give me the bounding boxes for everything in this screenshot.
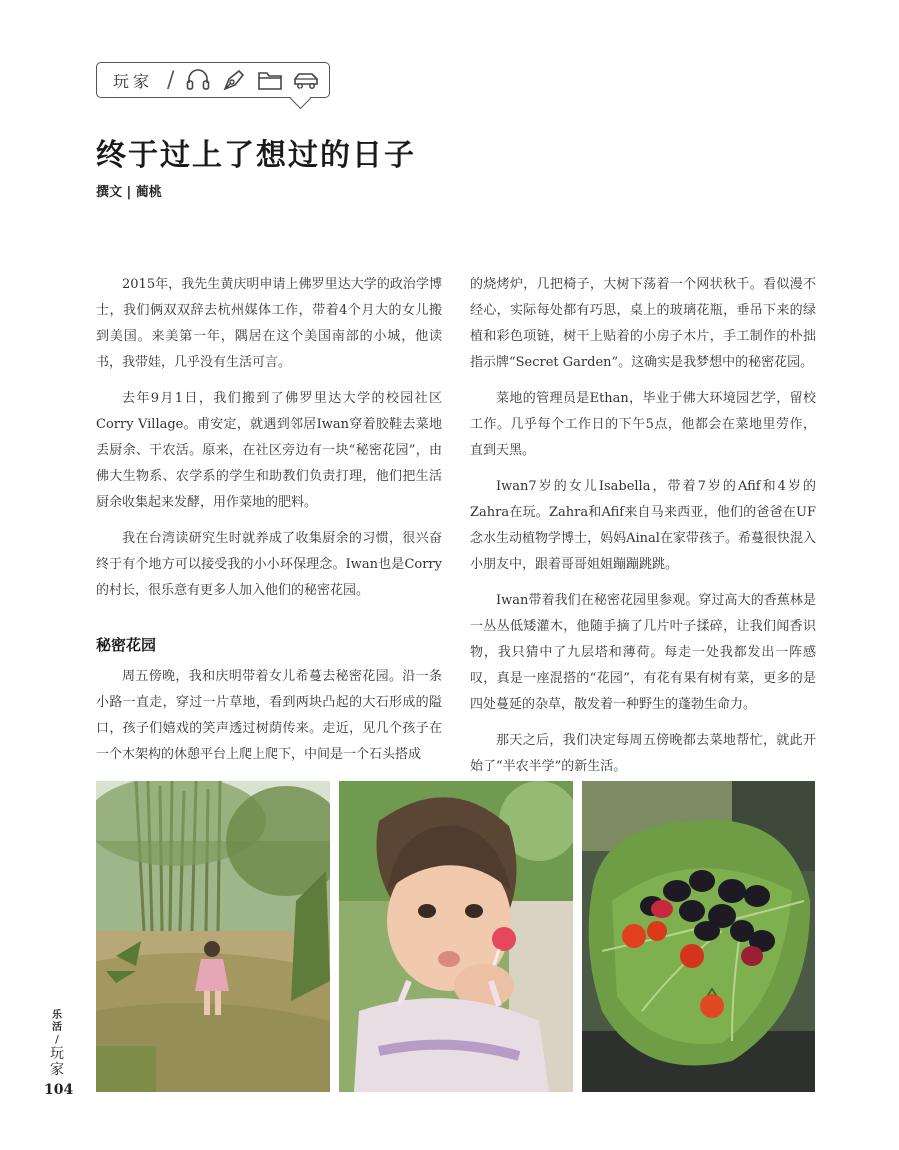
folio-slash: /	[55, 1033, 59, 1046]
paragraph: 那天之后，我们决定每周五傍晚都去菜地帮忙，就此开始了“半农半学”的新生活。	[470, 733, 816, 774]
subheading-secret-garden: 秘密花园	[96, 636, 157, 654]
girl-lollipop-photo	[339, 781, 573, 1092]
section-folio	[50, 1010, 64, 1078]
section-tag-label: 玩家	[113, 71, 154, 91]
paragraph: Iwan带着我们在秘密花园里参观。穿过高大的香蕉林是一丛丛低矮灌木，他随手摘了几片叶子揉碎，让我们闻香识物，我只猜中了九层塔和薄荷。每走一处我都发出一阵感叹，真是一座混搭的“花园”，有花有果有树有菜，更多的是四处蔓延的杂草，散发着一种野生的蓬勃生命力。	[470, 593, 816, 712]
folder-icon	[256, 66, 284, 94]
paragraph: 我在台湾读研究生时就养成了收集厨余的习惯，很兴奋终于有个地方可以接受我的小小环保理念。Iwan也是Corry的村长，很乐意有更多人加入他们的秘密花园。	[96, 531, 442, 598]
folio-subsection-1: 玩	[50, 1046, 64, 1062]
headphones-icon	[184, 66, 212, 94]
text-column-right	[470, 272, 816, 790]
page-number: 104	[44, 1082, 74, 1098]
bamboo-garden-photo	[96, 781, 330, 1092]
paragraph: Iwan7岁的女儿Isabella，带着7岁的Afif和4岁的Zahra在玩。Zahra和Afif来自马来西亚，他们的爸爸在UF念水生动植物学博士，妈妈Ainal在家带孩子。希蔓很快混入小朋友中，跟着哥哥姐姐蹦蹦跳跳。	[470, 479, 816, 572]
article-byline: 撰文 | 蔺桃	[96, 185, 162, 200]
paragraph: 2015年，我先生黄庆明申请上佛罗里达大学的政治学博士，我们俩双双辞去杭州媒体工作，带着4个月大的女儿搬到美国。来美第一年，隅居在这个美国南部的小城，他读书，我带娃，几乎没有生活可言。	[96, 277, 442, 370]
mulberries-leaf-photo	[582, 781, 815, 1092]
pen-nib-icon	[220, 66, 248, 94]
paragraph: 去年9月1日，我们搬到了佛罗里达大学的校园社区Corry Village。甫安定，就遇到邻居Iwan穿着胶鞋去菜地丢厨余、干农活。原来，在社区旁边有一块“秘密花园”，由佛大生物系、农学系的学生和助教们负责打理，他们把生活厨余收集起来发酵，用作菜地的肥料。	[96, 391, 442, 510]
text-column-left	[96, 272, 442, 778]
paragraph-continued: 的烧烤炉，几把椅子，大树下荡着一个网状秋千。看似漫不经心，实际每处都有巧思，桌上的玻璃花瓶，垂吊下来的绿植和彩色项链，树干上贴着的小房子木片，手工制作的朴拙指示牌“Secret Garden”。这确实是我梦想中的秘密花园。	[470, 277, 816, 370]
section-tag-box	[96, 62, 330, 98]
paragraph: 菜地的管理员是Ethan，毕业于佛大环境园艺学，留校工作。几乎每个工作日的下午5点，他都会在菜地里劳作，直到天黑。	[470, 391, 816, 458]
tag-divider: /	[167, 67, 175, 93]
paragraph: 周五傍晚，我和庆明带着女儿希蔓去秘密花园。沿一条小路一直走，穿过一片草地，看到两块凸起的大石形成的隘口，孩子们嬉戏的笑声透过树荫传来。走近，见几个孩子在一个木架构的休憩平台上爬上爬下，中间是一个石头搭成	[96, 669, 442, 762]
folio-section: 乐活	[52, 1010, 62, 1033]
folio-subsection-2: 家	[50, 1062, 64, 1078]
article-title: 终于过上了想过的日子	[96, 138, 416, 173]
